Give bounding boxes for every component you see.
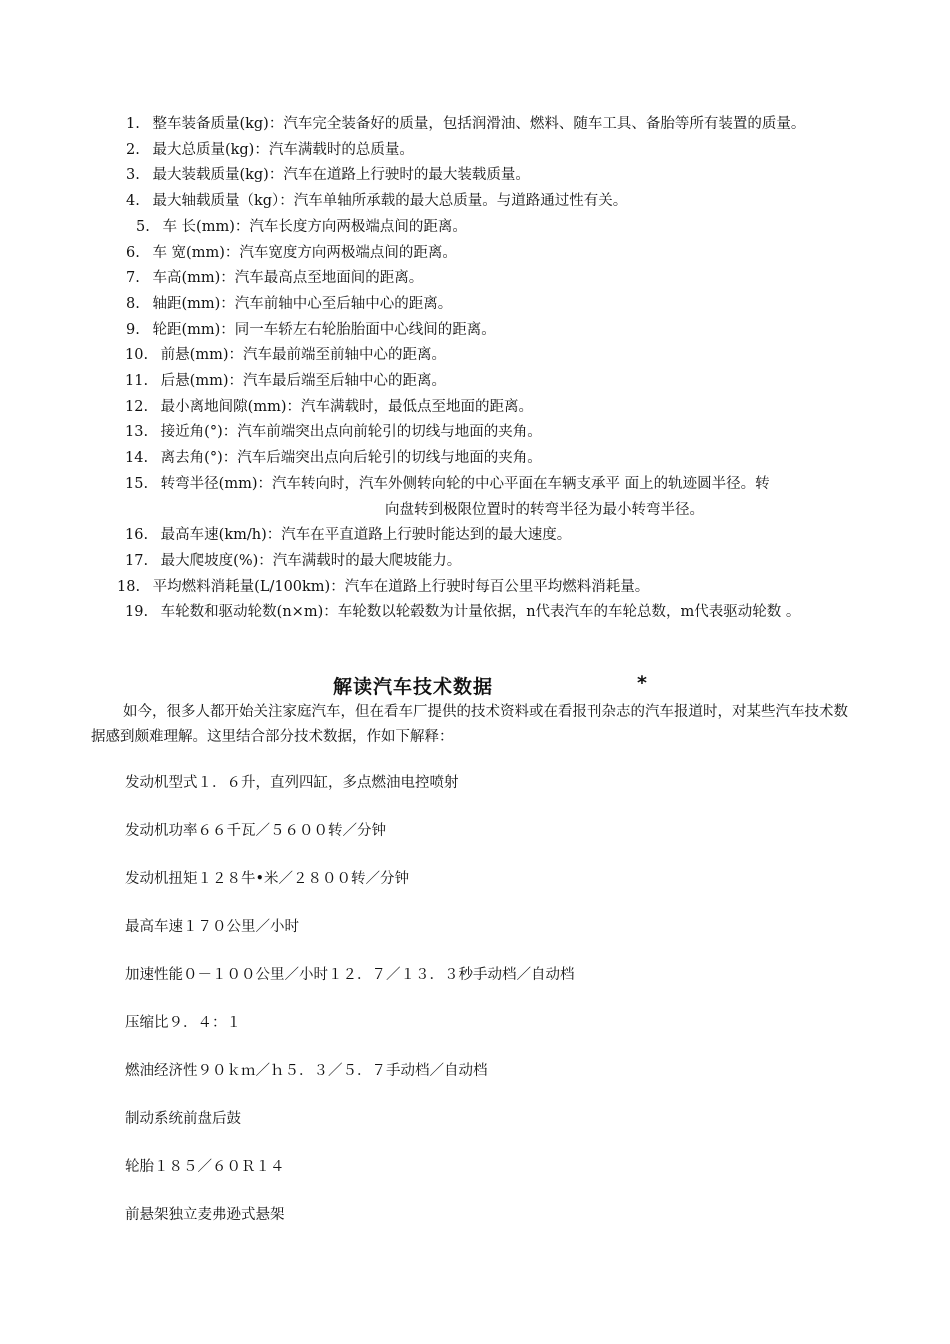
definition-text-continuation: 向盘转到极限位置时的转弯半径为最小转弯半径。 [385,501,704,518]
definition-number: 18. [117,578,141,595]
spec-item: 加速性能０－１００公里／小时１２．７／１３．３秒手动档／自动档 [125,967,575,983]
definition-text: 前悬(mm)：汽车最前端至前轴中心的距离。 [160,347,446,364]
definition-number: 11. [125,373,149,390]
definition-item [0,112,950,138]
definition-number: 5. [136,218,150,235]
definition-text: 轮距(mm)：同一车轿左右轮胎胎面中心线间的距离。 [152,321,496,338]
spec-item: 发动机型式１．６升，直列四缸，多点燃油电控喷射 [125,775,459,791]
definition-text: 最小离地间隙(mm)：汽车满载时，最低点至地面的距离。 [160,398,533,415]
definition-number: 15. [125,475,149,492]
spec-item: 前悬架独立麦弗逊式悬架 [125,1207,285,1223]
definition-text: 车 长(mm)：汽车长度方向两极端点间的距离。 [162,218,467,235]
definition-item [0,241,950,267]
definition-item [0,138,950,164]
definition-item [0,318,950,344]
spec-item: 最高车速１７０公里／小时 [125,919,299,935]
definition-number: 2. [126,141,140,158]
definition-item [0,343,950,369]
definition-text: 整车装备质量(kg)：汽车完全装备好的质量，包括润滑油、燃料、随车工具、备胎等所有装置的质量。 [152,116,806,132]
definition-text: 最大总质量(kg)：汽车满载时的总质量。 [152,141,414,158]
definition-item [0,575,950,601]
definition-number: 6. [126,244,140,261]
definition-item [0,600,950,626]
spec-list [125,770,825,1250]
definition-list [0,112,950,626]
definition-number: 1. [126,116,140,132]
definition-number: 4. [126,193,140,210]
definition-item [0,292,950,318]
definition-item [0,446,950,472]
definition-text: 离去角(°)：汽车后端突出点向后轮引的切线与地面的夹角。 [160,450,542,467]
definition-text: 最高车速(km/h)：汽车在平直道路上行驶时能达到的最大速度。 [160,527,572,544]
definition-number: 17. [125,552,149,569]
spec-item: 发动机扭矩１２８牛•米／２８００转／分钟 [125,871,410,887]
spec-item: 压缩比９．４：１ [125,1015,241,1031]
spec-item: 制动系统前盘后鼓 [125,1111,241,1127]
definition-number: 19. [125,604,149,621]
definition-number: 14. [125,450,149,467]
definition-item [0,472,950,523]
spec-item: 燃油经济性９０ｋｍ／ｈ５．３／５．７手动档／自动档 [125,1063,488,1079]
definition-item [0,266,950,292]
definition-item [0,549,950,575]
definition-item [0,395,950,421]
definition-text: 平均燃料消耗量(L/100km)：汽车在道路上行驶时每百公里平均燃料消耗量。 [152,578,650,595]
definition-item [0,215,950,241]
intro-paragraph: 如今，很多人都开始关注家庭汽车，但在看车厂提供的技术资料或在看报刊杂志的汽车报道时，对某些汽车技术数据感到颇难理解。这里结合部分技术数据，作如下解释： [91,704,848,745]
definition-number: 8. [126,295,140,312]
definition-item [0,420,950,446]
spec-item: 发动机功率６６千瓦／５６００转／分钟 [125,823,386,839]
definition-text: 车轮数和驱动轮数(n×m)：车轮数以轮毂数为计量依据，n代表汽车的车轮总数，m代表驱动轮数 。 [160,604,801,621]
section-title-text: 解读汽车技术数据 [333,676,494,698]
definition-number: 3. [126,167,140,184]
definition-number: 16. [125,527,149,544]
definition-number: 13. [125,424,149,441]
definition-number: 9. [126,321,140,338]
definition-item [0,163,950,189]
definition-item [0,369,950,395]
footnote-mark: * [637,672,648,694]
spec-item: 轮胎１８５／６０Ｒ１４ [125,1159,285,1175]
definition-number: 7. [126,270,140,287]
definition-text: 转弯半径(mm)：汽车转向时，汽车外侧转向轮的中心平面在车辆支承平 面上的轨迹圆半径。转 [160,475,770,492]
definition-number: 10. [125,347,149,364]
definition-text: 最大装载质量(kg)：汽车在道路上行驶时的最大装载质量。 [152,167,530,184]
definition-item [0,189,950,215]
definition-text: 后悬(mm)：汽车最后端至后轴中心的距离。 [160,373,446,390]
definition-text: 车高(mm)：汽车最高点至地面间的距离。 [152,270,424,287]
definition-text: 车 宽(mm)：汽车宽度方向两极端点间的距离。 [152,244,457,261]
definition-text: 最大爬坡度(%)：汽车满载时的最大爬坡能力。 [160,552,462,569]
definition-item [0,523,950,549]
definition-text: 最大轴载质量（kg）：汽车单轴所承载的最大总质量。与道路通过性有关。 [152,193,628,210]
definition-number: 12. [125,398,149,415]
definition-text: 接近角(°)：汽车前端突出点向前轮引的切线与地面的夹角。 [160,424,542,441]
definition-text: 轴距(mm)：汽车前轴中心至后轴中心的距离。 [152,295,453,312]
